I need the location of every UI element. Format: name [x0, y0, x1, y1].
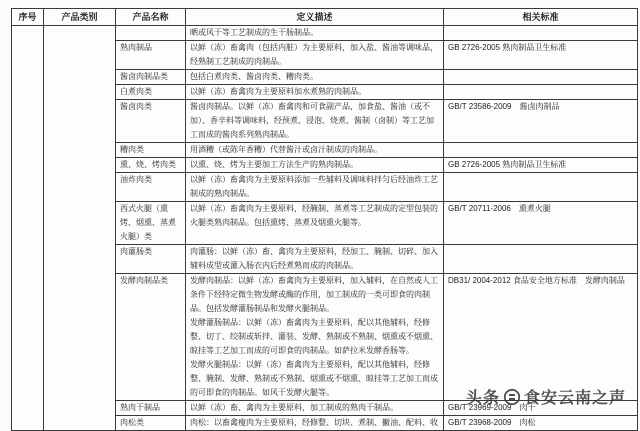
- standard-cell: GB/T 23968-2009 肉松: [444, 416, 638, 431]
- meat-products-table: [11, 8, 638, 431]
- definition-cell: [186, 401, 444, 416]
- standard-cell: GB/T 20711-2006 熏煮火腿: [444, 202, 638, 245]
- definition-cell: [186, 202, 444, 245]
- definition-paragraph: 以熏、烧、烤为主要加工方法生产的熟肉制品。: [190, 160, 358, 169]
- definition-paragraph: 酱卤肉制品。以鲜（冻）畜禽肉和可食副产品，加食盐、酱油（或不加）、香辛料等调味料，经预煮、浸泡、烧煮、酱制（卤制）等工艺加工而成的酱肉系列熟肉制品。: [190, 102, 434, 139]
- definition-paragraph: 以鲜（冻）畜、禽肉为主要原料，加工制成的熟肉干制品。: [190, 403, 398, 412]
- header-row: [12, 9, 638, 26]
- definition-cell: [186, 173, 444, 202]
- watermark-logo-icon: [503, 388, 521, 406]
- definition-paragraph: 发酵灌肠制品：以鲜（冻）畜禽肉为主要原料，配以其他辅料，经修整、切丁、绞制或斩拌、灌装、发酵、熟制或不熟制、烟熏或不烟熏、晾挂等工艺加工而成的可即食的肉制品。如萨拉米发酵香肠等。: [190, 318, 438, 355]
- definition-paragraph: 以鲜（冻）畜禽肉为主要原料加水煮熟的肉制品。: [190, 87, 366, 96]
- watermark-account-name: 食安云南之声: [523, 390, 626, 407]
- standard-cell: GB 2726-2005 熟肉制品卫生标准: [444, 158, 638, 173]
- definition-paragraph: 肉松：以畜禽瘦肉为主要原料，经修整、切块、煮制、撇油、配料、收: [190, 418, 438, 427]
- product-name-cell: 熏、烧、烤肉类: [116, 158, 186, 173]
- definition-cell: [186, 85, 444, 100]
- definition-paragraph: 发酵火腿制品：以鲜（冻）畜禽肉为主要原料，配以其他辅料，经修整、腌制、发酵、熟制或不熟制、烟熏或不烟熏、晾挂等工艺加工而成的可即食的肉制品。如风干发酵火腿等。: [190, 360, 438, 397]
- header-related-standard: 相关标准: [444, 9, 638, 26]
- definition-cell: [186, 274, 444, 401]
- standard-cell: [444, 70, 638, 85]
- definition-paragraph: 肉灌肠：以鲜（冻）畜、禽肉为主要原料，经加工、腌制、切碎、加入辅料成型或灌入肠衣内后经煮熟而成的肉制品。: [190, 247, 438, 270]
- standard-cell: DB31/ 2004-2012 食品安全地方标准 发酵肉制品: [444, 274, 638, 401]
- product-name-cell: [116, 26, 186, 41]
- standard-cell: [444, 85, 638, 100]
- standard-cell: [444, 26, 638, 41]
- definition-paragraph: 发酵肉制品：以鲜（冻）畜禽肉为主要原料，加入辅料，在自然或人工条件下经特定微生物发酵或酶的作用，加工制成的一类可即食的肉制品。包括发酵灌肠制品和发酵火腿制品。: [190, 276, 438, 313]
- definition-paragraph: 包括白煮肉类、酱卤肉类、糟肉类。: [190, 72, 318, 81]
- standard-cell: GB/T 23969-2009 肉干: [444, 401, 638, 416]
- definition-paragraph: 晒或风干等工艺制成的生干肠制品。: [190, 28, 318, 37]
- table-header: [12, 9, 638, 26]
- definition-cell: [186, 158, 444, 173]
- product-name-cell: 酱卤肉类: [116, 100, 186, 143]
- definition-cell: [186, 70, 444, 85]
- definition-cell: [186, 26, 444, 41]
- definition-cell: [186, 100, 444, 143]
- standard-cell: [444, 245, 638, 274]
- definition-paragraph: 以鲜（冻）畜禽肉为主要原料，经腌制、蒸煮等工艺制成的定型包装的火腿类熟肉制品。包括熏烤、蒸煮及烟熏火腿等。: [190, 204, 438, 227]
- header-definition: 定义描述: [186, 9, 444, 26]
- standard-cell: [444, 173, 638, 202]
- product-name-cell: 糟肉类: [116, 143, 186, 158]
- header-product-category: 产品类别: [44, 9, 116, 26]
- product-name-cell: 油炸肉类: [116, 173, 186, 202]
- product-name-cell: 酱卤肉制品类: [116, 70, 186, 85]
- product-name-cell: 西式火腿（熏烤、烟熏、蒸煮火腿）类: [116, 202, 186, 245]
- product-name-cell: 肉松类: [116, 416, 186, 431]
- product-name-cell: 发酵肉制品类: [116, 274, 186, 401]
- standard-cell: GB 2726-2005 熟肉制品卫生标准: [444, 41, 638, 70]
- standard-cell: GB/T 23586-2009 酱卤肉制品: [444, 100, 638, 143]
- header-product-name: 产品名称: [116, 9, 186, 26]
- definition-cell: [186, 143, 444, 158]
- watermark-prefix: 头条: [465, 390, 500, 407]
- standard-cell: [444, 143, 638, 158]
- definition-cell: [186, 41, 444, 70]
- product-category-cell: [44, 26, 116, 431]
- product-name-cell: 熟肉制品: [116, 41, 186, 70]
- definition-paragraph: 以鲜（冻）畜禽肉（包括内脏）为主要原料，加入盐、酱油等调味品，经熟制工艺制成的肉制品。: [190, 43, 438, 66]
- header-serial-number: 序号: [12, 9, 44, 26]
- table-row: [12, 26, 638, 41]
- definition-cell: [186, 245, 444, 274]
- product-name-cell: 肉灌肠类: [116, 245, 186, 274]
- table-body: [12, 26, 638, 431]
- product-name-cell: 熟肉干制品: [116, 401, 186, 416]
- definition-paragraph: 用酒糟（或陈年香糟）代替酱汁或卤汁制成的肉制品。: [190, 145, 382, 154]
- serial-number-cell: [12, 26, 44, 431]
- watermark: [466, 385, 626, 408]
- product-name-cell: 白煮肉类: [116, 85, 186, 100]
- definition-paragraph: 以鲜（冻）畜禽肉为主要原料添加一些辅料及调味料拌匀后经油炸工艺制成的熟肉制品。: [190, 175, 438, 198]
